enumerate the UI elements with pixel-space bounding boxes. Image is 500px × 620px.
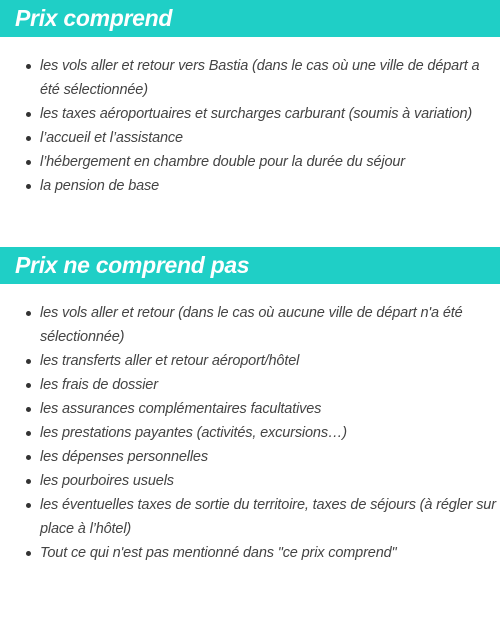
bullet-icon: [26, 136, 31, 141]
list-item-text: la pension de base: [40, 178, 160, 194]
bullet-icon: [26, 112, 31, 117]
list-item-text: les prestations payantes (activités, excursions…): [40, 425, 347, 441]
list-item-text: l’accueil et l’assistance: [40, 130, 183, 146]
bullet-icon: [26, 407, 31, 412]
list-item: [0, 150, 500, 174]
list-item-text: les taxes aéroportuaires et surcharges carburant (soumis à variation): [40, 106, 473, 122]
list-item: [0, 421, 500, 445]
list-item: [0, 373, 500, 397]
bullet-icon: [26, 551, 31, 556]
list-item-text: les vols aller et retour vers Bastia (dans le cas où une ville de départ a été sélectionnée): [40, 58, 480, 98]
price-included-list: [0, 54, 500, 198]
bullet-icon: [26, 359, 31, 364]
list-item: [0, 102, 500, 126]
price-included-heading: Prix comprend: [0, 0, 500, 37]
bullet-icon: [26, 479, 31, 484]
list-item-text: les vols aller et retour (dans le cas où aucune ville de départ n'a été sélectionnée): [40, 305, 463, 345]
bullet-icon: [26, 431, 31, 436]
list-item-text: les dépenses personnelles: [40, 449, 208, 465]
list-item: [0, 126, 500, 150]
list-item-text: les transferts aller et retour aéroport/hôtel: [40, 353, 300, 369]
bullet-icon: [26, 311, 31, 316]
list-item: [0, 469, 500, 493]
bullet-icon: [26, 455, 31, 460]
list-item-text: les assurances complémentaires facultatives: [40, 401, 322, 417]
list-item-text: Tout ce qui n'est pas mentionné dans "ce prix comprend": [40, 545, 397, 561]
bullet-icon: [26, 64, 31, 69]
list-item: [0, 349, 500, 373]
bullet-icon: [26, 160, 31, 165]
bullet-icon: [26, 184, 31, 189]
list-item: [0, 397, 500, 421]
list-item-text: les frais de dossier: [40, 377, 158, 393]
list-item: [0, 493, 500, 541]
list-item: [0, 54, 500, 102]
price-excluded-heading: Prix ne comprend pas: [0, 247, 500, 284]
bullet-icon: [26, 503, 31, 508]
list-item-text: l’hébergement en chambre double pour la durée du séjour: [40, 154, 405, 170]
bullet-icon: [26, 383, 31, 388]
price-excluded-list: [0, 301, 500, 565]
list-item-text: les éventuelles taxes de sortie du territoire, taxes de séjours (à régler sur place à l’hôtel): [40, 497, 496, 537]
list-item: [0, 541, 500, 565]
list-item: [0, 174, 500, 198]
list-item-text: les pourboires usuels: [40, 473, 174, 489]
list-item: [0, 301, 500, 349]
list-item: [0, 445, 500, 469]
